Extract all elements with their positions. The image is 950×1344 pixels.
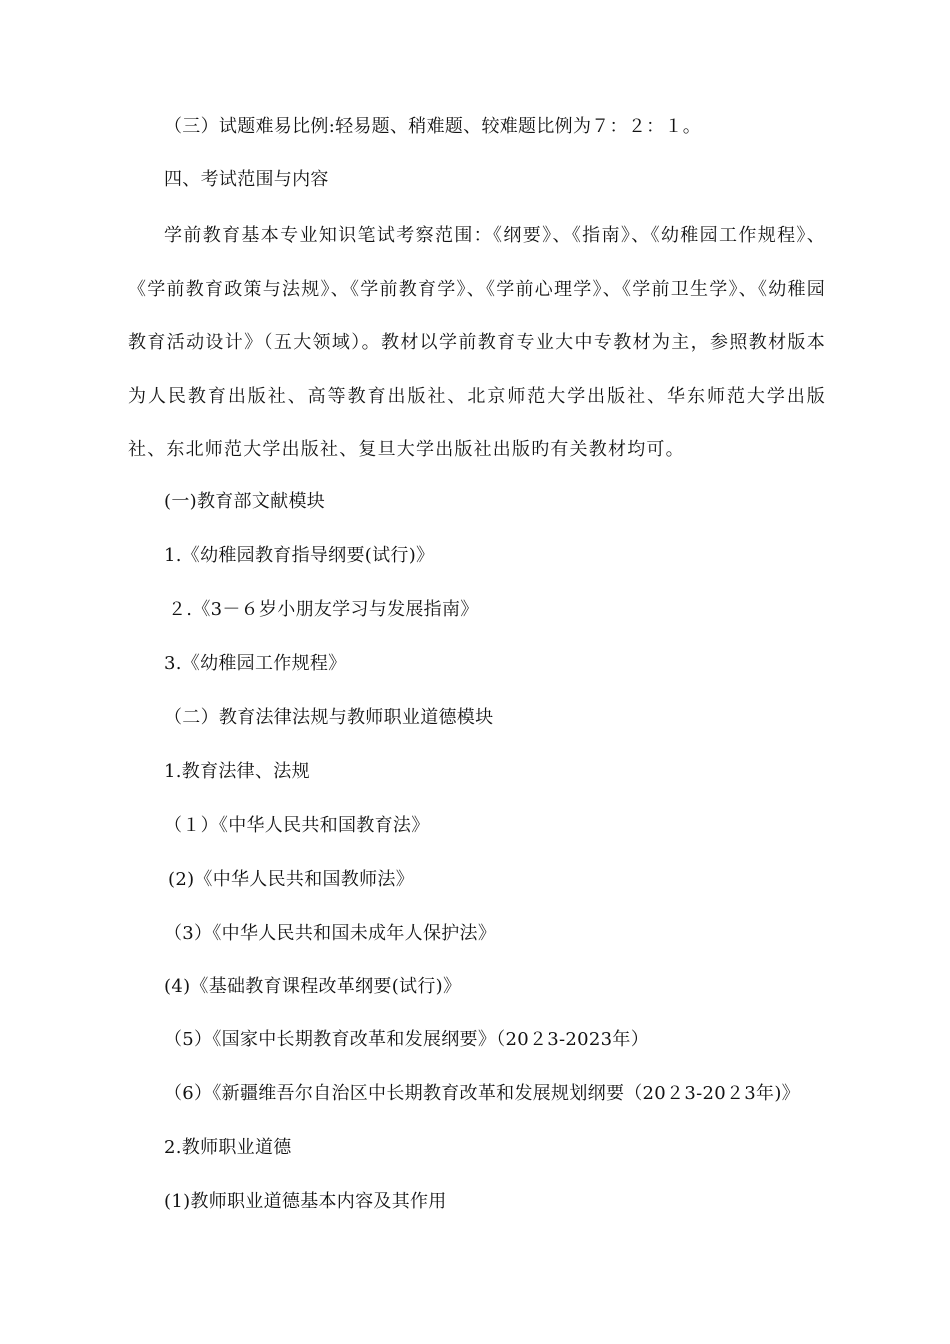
list-item: (2)《中华人民共和国教师法》: [168, 869, 414, 890]
list-item: (一)教育部文献模块: [164, 491, 326, 512]
list-item: 2.教师职业道德: [164, 1137, 292, 1158]
list-item: 1.教育法律、法规: [164, 761, 310, 782]
list-item: （１）《中华人民共和国教育法》: [164, 815, 430, 836]
scope-paragraph: 学前教育基本专业知识笔试考察范围：《纲要》、《指南》、《幼稚园工作规程》、《学前教育政策与法规》、《学前教育学》、《学前心理学》、《学前卫生学》、《幼稚园教育活动设计》（五大领域）。教材以学前教育专业大中专教材为主，参照教材版本为人民教育出版社、高等教育出版社、北京师范大学出版社、华东师范大学出版社、东北师范大学出版社、复旦大学出版社出版旳有关教材均可。: [128, 225, 826, 460]
list-item: 3.《幼稚园工作规程》: [164, 653, 347, 674]
list-item: （3）《中华人民共和国未成年人保护法》: [164, 923, 497, 944]
list-item: （5）《国家中长期教育改革和发展纲要》（20２3-2023年）: [164, 1029, 649, 1050]
list-item: (4)《基础教育课程改革纲要(试行)》: [164, 976, 462, 997]
list-item: (1)教师职业道德基本内容及其作用: [164, 1191, 447, 1212]
list-item: 1.《幼稚园教育指导纲要(试行)》: [164, 545, 435, 566]
difficulty-ratio-line: （三）试题难易比例:轻易题、稍难题、较难题比例为７：２：１。: [164, 116, 702, 137]
list-item: （二）教育法律法规与教师职业道德模块: [164, 707, 494, 728]
list-item: ２.《3－６岁小朋友学习与发展指南》: [168, 599, 479, 620]
list-item: （6）《新疆维吾尔自治区中长期教育改革和发展规划纲要（20２3-20２3年)》: [164, 1083, 800, 1104]
section-heading: 四、考试范围与内容: [164, 169, 329, 190]
